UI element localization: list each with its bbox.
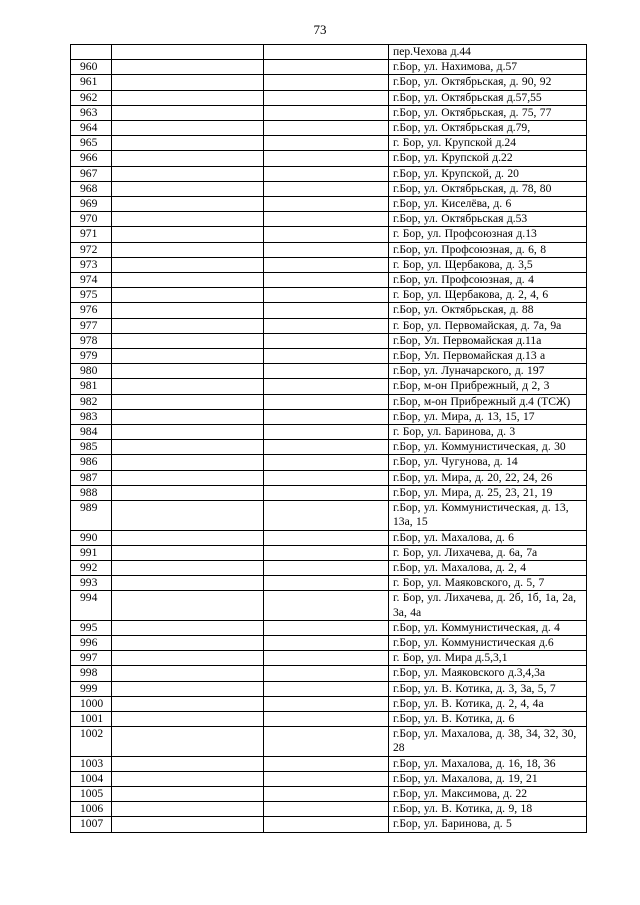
- address-cell: г.Бор, ул. Мира, д. 25, 23, 21, 19: [389, 485, 587, 500]
- empty-cell-col3: [264, 455, 389, 470]
- empty-cell-col3: [264, 105, 389, 120]
- row-number-cell: 966: [71, 151, 112, 166]
- row-number-cell: 996: [71, 635, 112, 650]
- row-number-cell: 969: [71, 197, 112, 212]
- address-cell: г.Бор, Ул. Первомайская д.13 а: [389, 349, 587, 364]
- table-row: [71, 425, 587, 440]
- address-cell: пер.Чехова д.44: [389, 45, 587, 60]
- empty-cell-col2: [112, 711, 264, 726]
- table-row: [71, 620, 587, 635]
- table-row: [71, 409, 587, 424]
- address-cell: г. Бор, ул. Маяковского, д. 5, 7: [389, 576, 587, 591]
- table-row: [71, 501, 587, 530]
- table-row: [71, 242, 587, 257]
- address-cell: г.Бор, ул. Киселёва, д. 6: [389, 197, 587, 212]
- empty-cell-col3: [264, 681, 389, 696]
- row-number-cell: 965: [71, 136, 112, 151]
- address-cell: г.Бор, ул. Крупской, д. 20: [389, 166, 587, 181]
- row-number-cell: 992: [71, 560, 112, 575]
- empty-cell-col2: [112, 620, 264, 635]
- table-row: [71, 635, 587, 650]
- row-number-cell: 1001: [71, 711, 112, 726]
- address-cell: г.Бор, ул. Махалова, д. 2, 4: [389, 560, 587, 575]
- empty-cell-col3: [264, 591, 389, 620]
- empty-cell-col3: [264, 620, 389, 635]
- empty-cell-col2: [112, 364, 264, 379]
- empty-cell-col2: [112, 530, 264, 545]
- empty-cell-col2: [112, 771, 264, 786]
- empty-cell-col3: [264, 696, 389, 711]
- row-number-cell: 982: [71, 394, 112, 409]
- address-cell: г.Бор, ул. Махалова, д. 19, 21: [389, 771, 587, 786]
- address-cell: г.Бор, ул. В. Котика, д. 3, 3а, 5, 7: [389, 681, 587, 696]
- empty-cell-col2: [112, 60, 264, 75]
- empty-cell-col3: [264, 530, 389, 545]
- row-number-cell: 970: [71, 212, 112, 227]
- row-number-cell: 961: [71, 75, 112, 90]
- row-number-cell: 990: [71, 530, 112, 545]
- empty-cell-col2: [112, 181, 264, 196]
- address-cell: г. Бор, ул. Щербакова, д. 3,5: [389, 257, 587, 272]
- row-number-cell: 960: [71, 60, 112, 75]
- empty-cell-col2: [112, 379, 264, 394]
- empty-cell-col3: [264, 756, 389, 771]
- address-cell: г.Бор, ул. Луначарского, д. 197: [389, 364, 587, 379]
- empty-cell-col3: [264, 440, 389, 455]
- address-cell: г.Бор, ул. Октябрьская, д. 78, 80: [389, 181, 587, 196]
- table-row: [71, 273, 587, 288]
- address-cell: г. Бор, ул. Баринова, д. 3: [389, 425, 587, 440]
- address-cell: г.Бор, ул. В. Котика, д. 2, 4, 4а: [389, 696, 587, 711]
- page-number: 73: [313, 22, 327, 37]
- row-number-cell: 977: [71, 318, 112, 333]
- empty-cell-col2: [112, 227, 264, 242]
- table-row: [71, 560, 587, 575]
- empty-cell-col3: [264, 802, 389, 817]
- empty-cell-col2: [112, 288, 264, 303]
- empty-cell-col3: [264, 409, 389, 424]
- empty-cell-col2: [112, 242, 264, 257]
- row-number-cell: 972: [71, 242, 112, 257]
- address-cell: г.Бор, ул. Профсоюзная, д. 4: [389, 273, 587, 288]
- empty-cell-col3: [264, 136, 389, 151]
- address-cell: г.Бор, ул. Махалова, д. 6: [389, 530, 587, 545]
- empty-cell-col3: [264, 303, 389, 318]
- row-number-cell: 988: [71, 485, 112, 500]
- table-row: [71, 318, 587, 333]
- address-register-table: [70, 44, 587, 833]
- table-row: [71, 696, 587, 711]
- address-cell: г.Бор, ул. Мира, д. 20, 22, 24, 26: [389, 470, 587, 485]
- address-cell: г.Бор, м-он Прибрежный, д 2, 3: [389, 379, 587, 394]
- table-row: [71, 711, 587, 726]
- empty-cell-col2: [112, 470, 264, 485]
- empty-cell-col3: [264, 257, 389, 272]
- address-cell: г.Бор, ул. Нахимова, д.57: [389, 60, 587, 75]
- address-cell: г.Бор, ул. Махалова, д. 38, 34, 32, 30, 28: [389, 727, 587, 756]
- row-number-cell: 995: [71, 620, 112, 635]
- empty-cell-col3: [264, 166, 389, 181]
- empty-cell-col2: [112, 394, 264, 409]
- address-cell: г.Бор, ул. Профсоюзная, д. 6, 8: [389, 242, 587, 257]
- table-row: [71, 802, 587, 817]
- empty-cell-col3: [264, 560, 389, 575]
- empty-cell-col2: [112, 560, 264, 575]
- empty-cell-col3: [264, 545, 389, 560]
- address-cell: г. Бор, ул. Лихачева, д. 2б, 1б, 1а, 2а, 3а, 4а: [389, 591, 587, 620]
- row-number-cell: 989: [71, 501, 112, 530]
- table-row: [71, 227, 587, 242]
- address-cell: г.Бор, ул. Октябрьская д.57,55: [389, 90, 587, 105]
- row-number-cell: 979: [71, 349, 112, 364]
- table-row: [71, 60, 587, 75]
- row-number-cell: 963: [71, 105, 112, 120]
- empty-cell-col3: [264, 121, 389, 136]
- empty-cell-col3: [264, 817, 389, 832]
- row-number-cell: 993: [71, 576, 112, 591]
- empty-cell-col3: [264, 75, 389, 90]
- row-number-cell: 1007: [71, 817, 112, 832]
- empty-cell-col3: [264, 288, 389, 303]
- empty-cell-col2: [112, 136, 264, 151]
- table-row: [71, 257, 587, 272]
- empty-cell-col2: [112, 501, 264, 530]
- table-row: [71, 485, 587, 500]
- empty-cell-col2: [112, 425, 264, 440]
- empty-cell-col3: [264, 364, 389, 379]
- empty-cell-col3: [264, 212, 389, 227]
- empty-cell-col2: [112, 197, 264, 212]
- address-cell: г. Бор, ул. Мира д.5,3,1: [389, 651, 587, 666]
- empty-cell-col3: [264, 90, 389, 105]
- row-number-cell: 994: [71, 591, 112, 620]
- row-number-cell: 980: [71, 364, 112, 379]
- table-row: [71, 530, 587, 545]
- row-number-cell: 964: [71, 121, 112, 136]
- address-cell: г.Бор, ул. Октябрьская д.79,: [389, 121, 587, 136]
- address-cell: г.Бор, ул. Октябрьская д.53: [389, 212, 587, 227]
- empty-cell-col2: [112, 651, 264, 666]
- empty-cell-col2: [112, 121, 264, 136]
- empty-cell-col3: [264, 318, 389, 333]
- table-row: [71, 681, 587, 696]
- row-number-cell: 1006: [71, 802, 112, 817]
- empty-cell-col2: [112, 696, 264, 711]
- row-number-cell: 998: [71, 666, 112, 681]
- empty-cell-col3: [264, 394, 389, 409]
- empty-cell-col2: [112, 212, 264, 227]
- address-cell: г. Бор, ул. Щербакова, д. 2, 4, 6: [389, 288, 587, 303]
- table-row: [71, 349, 587, 364]
- empty-cell-col2: [112, 756, 264, 771]
- row-number-cell: [71, 45, 112, 60]
- empty-cell-col3: [264, 197, 389, 212]
- row-number-cell: 967: [71, 166, 112, 181]
- table-row: [71, 771, 587, 786]
- address-cell: г.Бор, ул. Чугунова, д. 14: [389, 455, 587, 470]
- table-row: [71, 727, 587, 756]
- table-row: [71, 45, 587, 60]
- empty-cell-col3: [264, 181, 389, 196]
- table-row: [71, 576, 587, 591]
- empty-cell-col2: [112, 349, 264, 364]
- table-row: [71, 151, 587, 166]
- empty-cell-col2: [112, 303, 264, 318]
- row-number-cell: 985: [71, 440, 112, 455]
- table-row: [71, 666, 587, 681]
- table-row: [71, 756, 587, 771]
- address-cell: г.Бор, м-он Прибрежный д.4 (ТСЖ): [389, 394, 587, 409]
- address-cell: г.Бор, ул. Коммунистическая, д. 13, 13а, 15: [389, 501, 587, 530]
- address-cell: г.Бор, ул. Коммунистическая, д. 4: [389, 620, 587, 635]
- row-number-cell: 1003: [71, 756, 112, 771]
- row-number-cell: 1005: [71, 786, 112, 801]
- row-number-cell: 999: [71, 681, 112, 696]
- empty-cell-col2: [112, 318, 264, 333]
- empty-cell-col3: [264, 485, 389, 500]
- address-cell: г.Бор, ул. Коммунистическая, д. 30: [389, 440, 587, 455]
- address-cell: г.Бор, ул. Октябрьская, д. 90, 92: [389, 75, 587, 90]
- row-number-cell: 984: [71, 425, 112, 440]
- empty-cell-col3: [264, 333, 389, 348]
- row-number-cell: 978: [71, 333, 112, 348]
- table-row: [71, 651, 587, 666]
- empty-cell-col2: [112, 166, 264, 181]
- address-cell: г. Бор, ул. Крупской д.24: [389, 136, 587, 151]
- empty-cell-col3: [264, 786, 389, 801]
- table-row: [71, 455, 587, 470]
- table-row: [71, 75, 587, 90]
- row-number-cell: 1004: [71, 771, 112, 786]
- table-row: [71, 817, 587, 832]
- address-cell: г. Бор, ул. Профсоюзная д.13: [389, 227, 587, 242]
- empty-cell-col3: [264, 666, 389, 681]
- address-cell: г.Бор, ул. Октябрьская, д. 88: [389, 303, 587, 318]
- table-row: [71, 379, 587, 394]
- empty-cell-col2: [112, 545, 264, 560]
- empty-cell-col2: [112, 45, 264, 60]
- table-row: [71, 288, 587, 303]
- empty-cell-col2: [112, 591, 264, 620]
- empty-cell-col2: [112, 681, 264, 696]
- address-cell: г.Бор, ул. В. Котика, д. 6: [389, 711, 587, 726]
- table-row: [71, 591, 587, 620]
- address-cell: г.Бор, ул. Коммунистическая д.6: [389, 635, 587, 650]
- row-number-cell: 971: [71, 227, 112, 242]
- row-number-cell: 973: [71, 257, 112, 272]
- empty-cell-col2: [112, 635, 264, 650]
- table-row: [71, 333, 587, 348]
- table-row: [71, 181, 587, 196]
- empty-cell-col3: [264, 470, 389, 485]
- address-cell: г.Бор, Ул. Первомайская д.11а: [389, 333, 587, 348]
- empty-cell-col2: [112, 333, 264, 348]
- address-cell: г.Бор, ул. Максимова, д. 22: [389, 786, 587, 801]
- empty-cell-col2: [112, 90, 264, 105]
- empty-cell-col3: [264, 711, 389, 726]
- table-row: [71, 121, 587, 136]
- table-row: [71, 197, 587, 212]
- empty-cell-col2: [112, 455, 264, 470]
- empty-cell-col3: [264, 349, 389, 364]
- empty-cell-col3: [264, 727, 389, 756]
- empty-cell-col2: [112, 666, 264, 681]
- empty-cell-col3: [264, 771, 389, 786]
- empty-cell-col3: [264, 242, 389, 257]
- address-cell: г.Бор, ул. В. Котика, д. 9, 18: [389, 802, 587, 817]
- table-body: [71, 45, 587, 833]
- empty-cell-col3: [264, 635, 389, 650]
- empty-cell-col3: [264, 273, 389, 288]
- address-cell: г.Бор, ул. Махалова, д. 16, 18, 36: [389, 756, 587, 771]
- empty-cell-col2: [112, 105, 264, 120]
- empty-cell-col2: [112, 440, 264, 455]
- row-number-cell: 968: [71, 181, 112, 196]
- row-number-cell: 991: [71, 545, 112, 560]
- empty-cell-col2: [112, 273, 264, 288]
- table-row: [71, 394, 587, 409]
- row-number-cell: 986: [71, 455, 112, 470]
- address-cell: г.Бор, ул. Мира, д. 13, 15, 17: [389, 409, 587, 424]
- empty-cell-col2: [112, 786, 264, 801]
- address-cell: г. Бор, ул. Лихачева, д. 6а, 7а: [389, 545, 587, 560]
- address-cell: г.Бор, ул. Октябрьская, д. 75, 77: [389, 105, 587, 120]
- empty-cell-col3: [264, 45, 389, 60]
- empty-cell-col2: [112, 485, 264, 500]
- empty-cell-col2: [112, 151, 264, 166]
- table-row: [71, 786, 587, 801]
- row-number-cell: 997: [71, 651, 112, 666]
- table-row: [71, 105, 587, 120]
- table-row: [71, 90, 587, 105]
- table-row: [71, 136, 587, 151]
- table-row: [71, 212, 587, 227]
- empty-cell-col2: [112, 257, 264, 272]
- table-row: [71, 303, 587, 318]
- empty-cell-col3: [264, 425, 389, 440]
- address-cell: г.Бор, ул. Крупской д.22: [389, 151, 587, 166]
- empty-cell-col3: [264, 651, 389, 666]
- empty-cell-col3: [264, 501, 389, 530]
- row-number-cell: 976: [71, 303, 112, 318]
- empty-cell-col2: [112, 409, 264, 424]
- table-row: [71, 545, 587, 560]
- empty-cell-col2: [112, 75, 264, 90]
- empty-cell-col2: [112, 727, 264, 756]
- empty-cell-col3: [264, 227, 389, 242]
- empty-cell-col2: [112, 817, 264, 832]
- empty-cell-col3: [264, 151, 389, 166]
- row-number-cell: 987: [71, 470, 112, 485]
- empty-cell-col2: [112, 576, 264, 591]
- row-number-cell: 974: [71, 273, 112, 288]
- address-cell: г.Бор, ул. Баринова, д. 5: [389, 817, 587, 832]
- table-row: [71, 364, 587, 379]
- empty-cell-col3: [264, 60, 389, 75]
- empty-cell-col3: [264, 379, 389, 394]
- address-cell: г.Бор, ул. Маяковского д.3,4,3а: [389, 666, 587, 681]
- row-number-cell: 1002: [71, 727, 112, 756]
- row-number-cell: 962: [71, 90, 112, 105]
- row-number-cell: 983: [71, 409, 112, 424]
- table-row: [71, 470, 587, 485]
- empty-cell-col2: [112, 802, 264, 817]
- row-number-cell: 981: [71, 379, 112, 394]
- table-row: [71, 440, 587, 455]
- table-row: [71, 166, 587, 181]
- empty-cell-col3: [264, 576, 389, 591]
- row-number-cell: 1000: [71, 696, 112, 711]
- row-number-cell: 975: [71, 288, 112, 303]
- address-cell: г. Бор, ул. Первомайская, д. 7а, 9а: [389, 318, 587, 333]
